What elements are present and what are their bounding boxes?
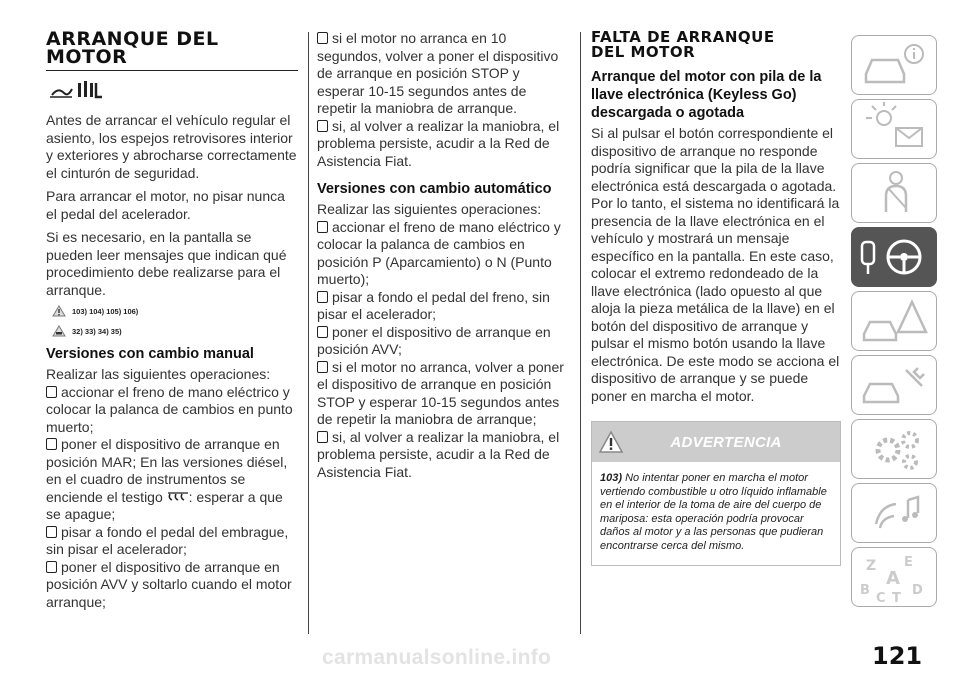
list-item: pisar a fondo el pedal del embrague, sin pisar el acelerador; xyxy=(46,523,289,557)
bullet-icon xyxy=(317,120,328,132)
svg-text:A: A xyxy=(886,568,900,589)
alphabet-index-icon xyxy=(852,548,936,606)
column-divider xyxy=(308,32,309,634)
heading-automatic: Versiones con cambio automático xyxy=(317,181,552,197)
sidebar-tab-lights[interactable] xyxy=(851,99,937,159)
svg-text:B: B xyxy=(860,583,870,598)
column-2 xyxy=(317,30,569,481)
intro-manual: Realizar las siguientes operaciones: xyxy=(46,366,271,382)
title-line-1: ARRANQUE DEL xyxy=(46,28,219,50)
sidebar-tab-technical[interactable] xyxy=(851,419,937,479)
warning-text: No intentar poner en marcha el motor vertiendo combustible u otro líquido inflamable en el interior de la toma de aire del cuerpo de mariposa: esta operación podría provocar daños al motor y a las personas que pudieran encontrarse cerca del mismo. xyxy=(600,472,827,552)
sidebar-tab-multimedia[interactable] xyxy=(851,483,937,543)
watermark: carmanualsonline.info xyxy=(322,646,552,669)
bullet-icon xyxy=(46,438,57,450)
lights-envelope-icon xyxy=(852,100,936,158)
sidebar-tab-emergency[interactable] xyxy=(851,291,937,351)
gears-icon xyxy=(852,420,936,478)
caution-refs: 32) 33) 34) 35) xyxy=(72,326,122,336)
sidebar-tab-starting[interactable] xyxy=(851,227,937,287)
page-number: 121 xyxy=(872,642,923,670)
bullet-icon xyxy=(46,386,57,398)
sidebar-tab-safety[interactable] xyxy=(851,163,937,223)
warning-triangle-icon xyxy=(598,430,624,454)
paragraph-intro: Antes de arrancar el vehículo regular el asiento, los espejos retrovisores interior y exteriores y abrocharse correctamente el cinturón de seguridad. xyxy=(46,112,297,181)
column-1 xyxy=(46,30,298,611)
title-line-1: FALTA DE ARRANQUE xyxy=(591,28,775,46)
heading-keyless: Arranque del motor con pila de la llave electrónica (Keyless Go) descargada o agotada xyxy=(591,69,822,121)
title-line-2: MOTOR xyxy=(46,46,128,68)
bullet-icon xyxy=(317,221,328,233)
sidebar-tab-index[interactable] xyxy=(851,547,937,607)
paragraph-keyless: Si al pulsar el botón correspondiente el dispositivo de arranque no responde podría significar que la pila de la llave electrónica está descargada o agotada. Por lo tanto, el sistema no identificará la presencia de la llave electrónica en el vehículo y mostrará un mensaje específico en la pantalla. En este caso, colocar el extremo redondeado de la llave electrónica (lado opuesto al que aloja la pieza metálica de la llave) en el botón del dispositivo de arranque y pulsar el mismo botón usando la llave electrónica. De este modo se acciona el dispositivo de arranque y se puede poner en marcha el motor. xyxy=(591,125,840,404)
bullet-icon xyxy=(317,32,328,44)
car-warning-icon xyxy=(852,292,936,350)
section-title-arranque xyxy=(46,30,298,66)
bullet-icon xyxy=(317,431,328,443)
title-line-2: DEL MOTOR xyxy=(591,43,696,61)
heading-manual: Versiones con cambio manual xyxy=(46,346,254,362)
list-item: accionar el freno de mano eléctrico y colocar la palanca de cambios en posición P (Aparcamiento) o N (Punto muerto); xyxy=(317,218,561,287)
warning-number: 103) xyxy=(600,472,623,484)
list-item: poner el dispositivo de arranque en posición MAR; En las versiones diésel, en el cuadro de instrumentos se enciende el testigo : esperar a que se apague; xyxy=(46,436,288,522)
glow-plug-icon xyxy=(167,491,189,503)
warning-body xyxy=(592,462,840,565)
handwash-gas-icon xyxy=(48,79,298,106)
list-item: si el motor no arranca, volver a poner el dispositivo de arranque en posición STOP y esperar 10-15 segundos antes de repetir la maniobra de arranque; xyxy=(317,358,564,427)
warning-triangle-icon xyxy=(52,305,66,317)
column-divider xyxy=(580,32,581,634)
multimedia-icon xyxy=(852,484,936,542)
caution-triangle-icon xyxy=(52,325,66,337)
key-steering-wheel-icon xyxy=(852,228,936,286)
column-3 xyxy=(591,30,841,566)
seatbelt-airbag-icon xyxy=(852,164,936,222)
warning-title: ADVERTENCIA xyxy=(670,433,782,451)
warning-header xyxy=(592,422,840,462)
sidebar-tab-car-info[interactable] xyxy=(851,35,937,95)
paragraph-messages: Si es necesario, en la pantalla se pueden leer mensajes que indican qué procedimiento debe realizarse para el arranque. xyxy=(46,229,287,298)
list-item: accionar el freno de mano eléctrico y colocar la palanca de cambios en punto muerto; xyxy=(46,383,293,435)
bullet-icon xyxy=(46,526,57,538)
list-item: si el motor no arranca en 10 segundos, volver a poner el dispositivo de arranque en posición STOP y esperar 10-15 segundos antes de repetir la maniobra de arranque. xyxy=(317,30,559,116)
list-item: poner el dispositivo de arranque en posición AVV y soltarlo cuando el motor arranque; xyxy=(46,558,292,610)
car-info-icon xyxy=(852,36,936,94)
paragraph-accelerator: Para arrancar el motor, no pisar nunca el pedal del acelerador. xyxy=(46,188,285,222)
sidebar-tab-maintenance[interactable] xyxy=(851,355,937,415)
bullet-icon xyxy=(46,561,57,573)
warning-refs: 103) 104) 105) 106) xyxy=(72,306,139,316)
intro-automatic: Realizar las siguientes operaciones: xyxy=(317,201,542,217)
bullet-icon xyxy=(317,361,328,373)
bullet-icon xyxy=(317,291,328,303)
svg-text:C: C xyxy=(876,591,886,606)
section-title-falta xyxy=(591,30,841,60)
list-item: pisar a fondo el pedal del freno, sin pisar el acelerador; xyxy=(317,288,550,322)
svg-text:Z: Z xyxy=(866,558,877,574)
svg-text:E: E xyxy=(904,555,913,570)
caution-refs-row xyxy=(52,325,298,337)
warning-refs-row xyxy=(52,305,298,317)
car-service-icon xyxy=(852,356,936,414)
warning-box xyxy=(591,421,841,566)
list-item: poner el dispositivo de arranque en posición AVV; xyxy=(317,323,551,357)
svg-text:D: D xyxy=(912,583,923,598)
list-item: si, al volver a realizar la maniobra, el problema persiste, acudir a la Red de Asistencia Fiat. xyxy=(317,117,560,169)
svg-text:T: T xyxy=(892,591,901,606)
bullet-icon xyxy=(317,326,328,338)
list-item: si, al volver a realizar la maniobra, el problema persiste, acudir a la Red de Asistencia Fiat. xyxy=(317,428,560,480)
title-rule xyxy=(46,70,298,71)
